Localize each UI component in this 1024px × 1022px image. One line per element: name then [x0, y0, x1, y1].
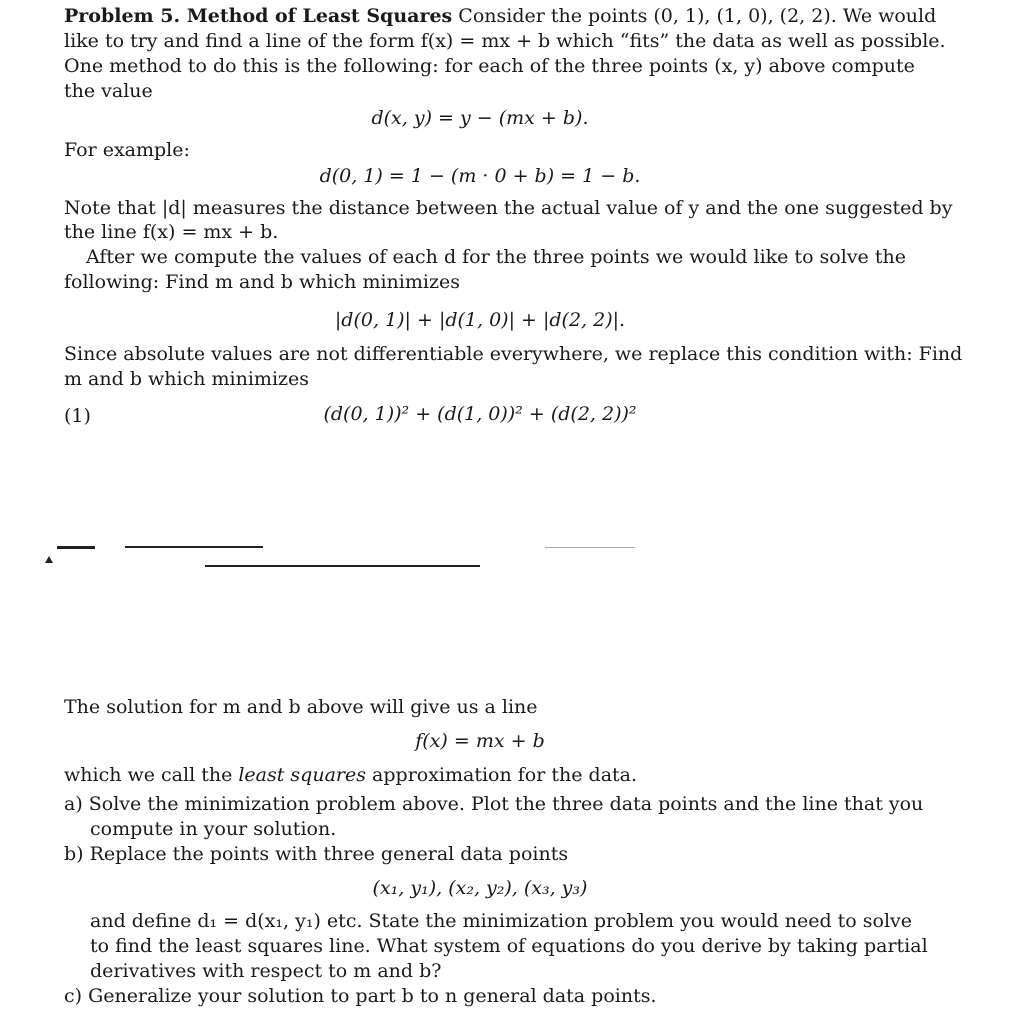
example-label: For example:	[64, 139, 190, 161]
equation-line: f(x) = mx + b	[415, 730, 545, 752]
problem-title: Problem 5. Method of Least Squares	[64, 5, 453, 27]
after-line-2: following: Find m and b which minimizes	[64, 271, 460, 293]
scan-artifact-line	[205, 565, 480, 567]
note-line-2: the line f(x) = mx + b.	[64, 221, 279, 243]
scan-artifact-line	[57, 546, 95, 549]
after-line-1: After we compute the values of each d for the three points we would like to solve the	[86, 246, 906, 268]
equation-number: (1)	[64, 405, 91, 427]
equation-squared-sum: (d(0, 1))² + (d(1, 0))² + (d(2, 2))²	[323, 403, 637, 425]
part-b-line-3: to find the least squares line. What system of equations do you derive by taking partial	[90, 935, 928, 957]
equation-absolute-sum: |d(0, 1)| + |d(1, 0)| + |d(2, 2)|.	[334, 309, 626, 331]
definition-text-start: which we call the	[64, 764, 239, 786]
part-a-line-2: compute in your solution.	[90, 818, 337, 840]
part-a-line-1: a) Solve the minimization problem above. Plot the three data points and the line that you	[64, 793, 924, 815]
problem-intro-line-1	[64, 4, 937, 28]
least-squares-definition	[64, 763, 637, 787]
equation-example: d(0, 1) = 1 − (m · 0 + b) = 1 − b.	[319, 165, 641, 187]
note-line-1: Note that |d| measures the distance between the actual value of y and the one suggested by	[64, 197, 953, 219]
problem-intro-line-3: One method to do this is the following: for each of the three points (x, y) above compute	[64, 55, 915, 77]
part-b-line-4: derivatives with respect to m and b?	[90, 960, 442, 982]
part-b-line-1: b) Replace the points with three general data points	[64, 843, 569, 865]
scan-artifact-mark	[45, 556, 53, 563]
problem-intro-line-2: like to try and find a line of the form f(x) = mx + b which “fits” the data as well as possible.	[64, 30, 946, 52]
part-b-line-2: and define d₁ = d(x₁, y₁) etc. State the minimization problem you would need to solve	[90, 910, 913, 932]
part-c-line: c) Generalize your solution to part b to n general data points.	[64, 985, 657, 1007]
solution-line: The solution for m and b above will give us a line	[64, 696, 538, 718]
scan-artifact-line	[125, 546, 263, 548]
definition-text-end: approximation for the data.	[366, 764, 638, 786]
equation-d-definition: d(x, y) = y − (mx + b).	[371, 107, 589, 129]
since-line-2: m and b which minimizes	[64, 368, 310, 390]
scan-artifact-line	[545, 547, 635, 548]
problem-intro-line-4: the value	[64, 80, 153, 102]
definition-emphasis: least squares	[238, 764, 366, 786]
problem-intro-text: Consider the points (0, 1), (1, 0), (2, 2). We would	[452, 5, 937, 27]
since-line-1: Since absolute values are not differentiable everywhere, we replace this condition with: Find	[64, 343, 963, 365]
equation-general-points: (x₁, y₁), (x₂, y₂), (x₃, y₃)	[372, 877, 588, 899]
